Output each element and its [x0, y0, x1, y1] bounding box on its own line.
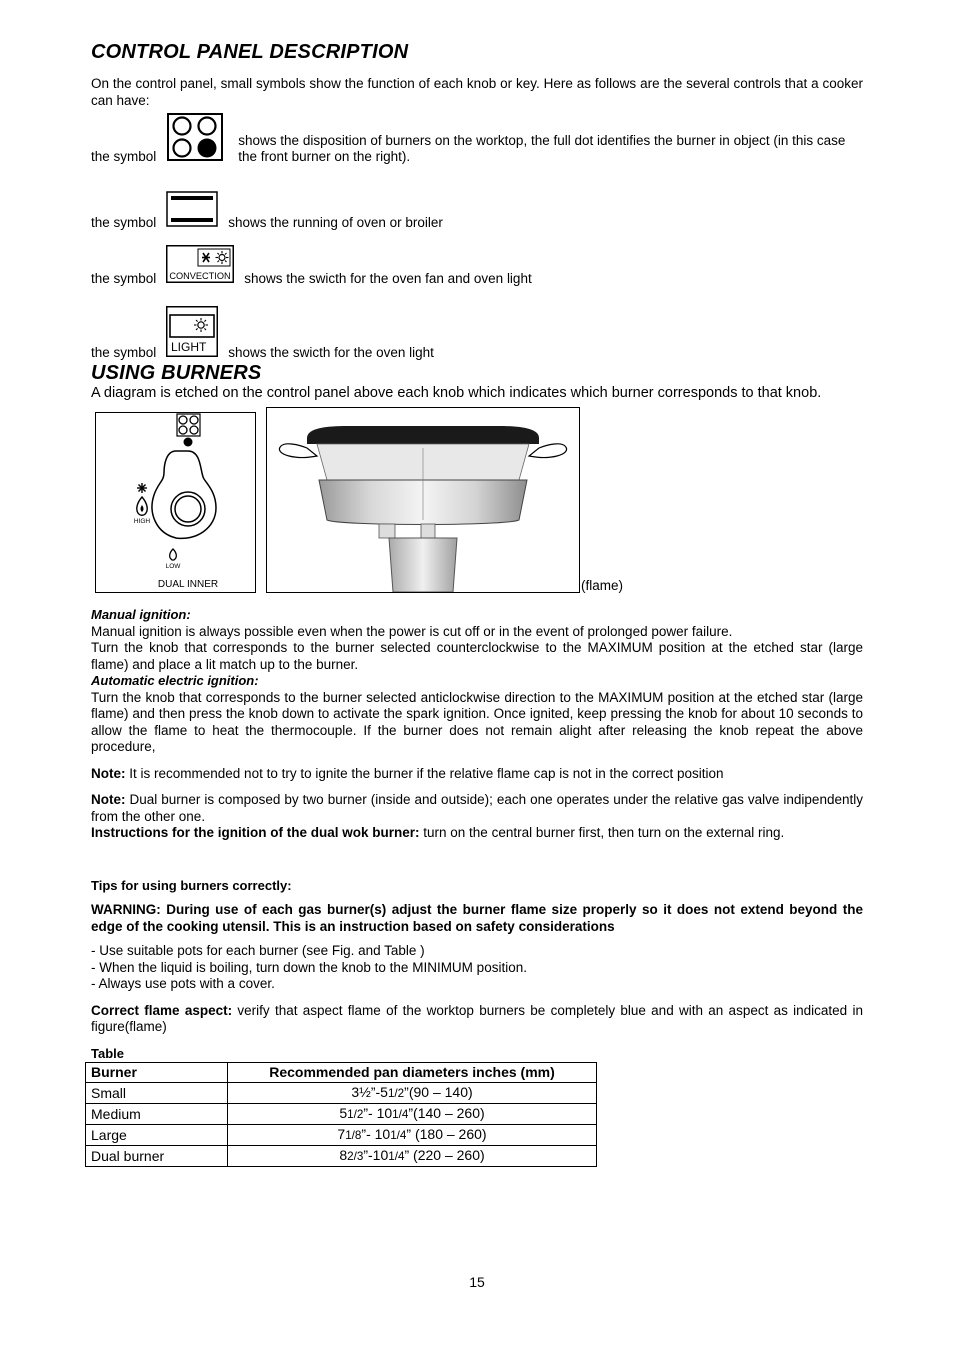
symbol-label: the symbol [91, 214, 157, 230]
burner-cell: Medium [86, 1103, 228, 1124]
symbol-label: the symbol [91, 149, 157, 164]
diameter-cell: 3½”-51/2”(90 – 140) [228, 1082, 597, 1103]
control-panel-intro: On the control panel, small symbols show the function of each knob or key. Here as follows are the several controls that a cooker can have: [91, 76, 863, 108]
tips-title: Tips for using burners correctly: [91, 877, 292, 893]
diameter-cell: 71/8”- 101/4” (180 – 260) [228, 1124, 597, 1145]
flame-aspect-label: Correct flame aspect: [91, 1002, 233, 1018]
flame-aspect [91, 1003, 863, 1036]
convection-icon-text: CONVECTION [169, 271, 231, 281]
table-header-row [86, 1063, 597, 1083]
symbol-desc-light: shows the swicth for the oven light [228, 344, 434, 360]
auto-ignition-text: Turn the knob that corresponds to the burner selected anticlockwise direction to the MAXIMUM position at the etched star (large flame) and then press the knob down to activate the spark ignition. Once ignited, keep pressing the knob for about 10 seconds to allow the flame to heat the thermocouple. If the burner does not remain alight after releasing the knob repeat the above procedure, [91, 689, 863, 754]
light-icon [166, 306, 218, 362]
control-panel-title: CONTROL PANEL DESCRIPTION [91, 41, 409, 63]
burner-cell: Small [86, 1082, 228, 1103]
convection-icon [166, 245, 234, 288]
dial-low-label: LOW [165, 563, 181, 570]
wok-label: Instructions for the ignition of the dual wok burner: [91, 825, 420, 840]
manual-ignition-text-2: Turn the knob that corresponds to the burner selected counterclockwise to the MAXIMUM position at the etched star (large flame) and place a lit match up to the burner. [91, 640, 863, 672]
symbol-label: the symbol [91, 344, 157, 360]
auto-ignition-heading: Automatic electric ignition: [91, 673, 259, 688]
symbol-row-convection [91, 245, 863, 288]
note-2 [91, 792, 863, 825]
table-row [86, 1124, 597, 1145]
list-item: - Use suitable pots for each burner (see Fig. and Table ) [91, 943, 425, 958]
list-item: - Always use pots with a cover. [91, 976, 275, 991]
note-label: Note: [91, 792, 126, 807]
diameter-cell: 82/3”-101/4” (220 – 260) [228, 1145, 597, 1166]
pan-diameter-table [85, 1062, 597, 1167]
symbol-row-oven [91, 191, 863, 232]
symbol-row-burners [91, 113, 863, 166]
diameter-cell: 51/2”- 101/4”(140 – 260) [228, 1103, 597, 1124]
tips-warning: WARNING: During use of each gas burner(s) adjust the burner flame size properly so it does not extend beyond the edge of the cooking utensil. This is an instruction based on safety considerations [91, 902, 863, 934]
note-2-text: Dual burner is composed by two burner (inside and outside); each one operates under the relative gas valve indipendently from the other one. [91, 792, 863, 824]
recommended-pan-diameters-header: Recommended pan diameters inches (mm) [228, 1063, 597, 1083]
dial-name-label: DUAL INNER [157, 579, 219, 590]
symbol-row-light [91, 306, 863, 362]
note-label: Note: [91, 765, 126, 781]
manual-ignition-heading: Manual ignition: [91, 607, 191, 622]
burner-cell: Dual burner [86, 1145, 228, 1166]
table-row [86, 1145, 597, 1166]
burner-disposition-icon [167, 113, 223, 166]
table-row [86, 1082, 597, 1103]
table-row [86, 1103, 597, 1124]
burner-figures [95, 407, 863, 593]
manual-ignition-text-1: Manual ignition is always possible even when the power is cut off or in the event of prolonged power failure. [91, 623, 733, 639]
using-burners-title: USING BURNERS [91, 362, 262, 384]
note-1 [91, 766, 863, 783]
dial-high-label: HIGH [133, 518, 151, 525]
note-1-text: It is recommended not to try to ignite the burner if the relative flame cap is not in the correct position [129, 765, 724, 781]
page-number: 15 [469, 1274, 485, 1290]
wok-text: turn on the central burner first, then turn on the external ring. [423, 825, 785, 840]
symbol-desc-oven: shows the running of oven or broiler [228, 214, 443, 230]
light-icon-text: LIGHT [171, 339, 207, 354]
wok-instructions [91, 825, 863, 842]
tips-list [91, 943, 863, 993]
burner-cell: Large [86, 1124, 228, 1145]
page-content [91, 40, 863, 1167]
list-item: - When the liquid is boiling, turn down the knob to the MINIMUM position. [91, 959, 527, 975]
oven-icon [166, 191, 218, 232]
symbol-desc-burners: shows the disposition of burners on the worktop, the full dot identifies the burner in object (in this case the front burner on the right). [238, 132, 846, 164]
symbol-desc-convection: shows the swicth for the oven fan and oven light [244, 271, 532, 286]
table-label: Table [91, 1045, 124, 1061]
flame-caption: (flame) [581, 578, 624, 593]
burner-header: Burner [86, 1063, 228, 1083]
knob-diagram [95, 412, 256, 593]
burner-cross-section-figure [266, 407, 580, 593]
symbol-label: the symbol [91, 271, 157, 286]
flame-aspect-text: verify that aspect flame of the worktop burners be completely blue and with an aspect as indicated in figure(flame) [91, 1002, 863, 1034]
using-burners-intro: A diagram is etched on the control panel above each knob which indicates which burner corresponds to that knob. [91, 385, 822, 401]
